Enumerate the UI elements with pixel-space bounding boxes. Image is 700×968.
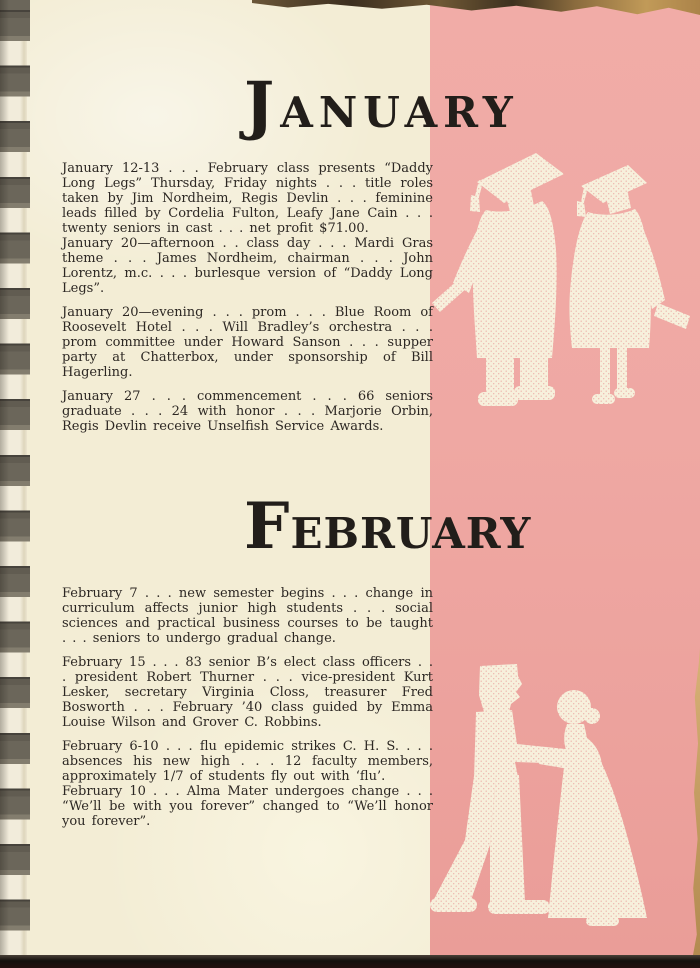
hair-bun (584, 708, 600, 724)
paragraph: January 12-13 . . . February class presents “Daddy Long Legs” Thursday, Friday nights . . . title roles taken by Jim Nordheim, Regis Devlin . . . feminine leads filled by Cordelia Fulton, Leafy Jane Cain . . . twenty seniors in cast . . . net profit $71.00. (62, 161, 433, 236)
diploma (432, 278, 468, 312)
boy-graduate-silhouette (432, 153, 564, 406)
paragraph: February 6-10 . . . flu epidemic strikes C. H. S. . . . absences his new high . . . 12 faculty members, approximately 1/7 of students fly out with ‘flu’. (62, 739, 433, 784)
shoe (592, 394, 615, 404)
shoe (430, 898, 477, 912)
head (479, 664, 522, 712)
february-heading: FEBRUARY (244, 489, 532, 564)
shoe (478, 392, 518, 406)
paragraph: January 20—afternoon . . class day . . . Mardi Gras theme . . . James Nordheim, chairman . . . John Lorentz, m.c. . . . burlesque version of “Daddy Long Legs”. (62, 236, 433, 296)
shoe (586, 916, 619, 926)
tassel (577, 187, 588, 217)
trouser-leg (433, 776, 496, 903)
paragraph: February 10 . . . Alma Mater undergoes change . . . “We’ll be with you forever” changed to “We’ll honor you forever”. (62, 784, 433, 829)
girl-walking-silhouette (538, 690, 647, 926)
trouser-leg (486, 356, 514, 396)
girl-graduate-silhouette (569, 165, 690, 404)
january-events-text (62, 161, 433, 443)
trouser-leg (520, 354, 548, 390)
january-heading: JANUARY (244, 68, 519, 143)
leg (617, 346, 627, 391)
paragraph: February 15 . . . 83 senior B’s elect class officers . . . president Robert Thurner . . . vice-president Kurt Lesker, secretary Virginia Closs, treasurer Fred Bosworth . . . February ’40 class guided by Emma Louise Wilson and Grover C. Robbins. (62, 655, 433, 730)
leg (600, 346, 610, 397)
shoe (488, 900, 550, 914)
shoe (614, 388, 635, 398)
graduates-silhouette-illustration (430, 140, 700, 430)
page-bottom-shadow (0, 955, 700, 968)
tassel (470, 180, 483, 212)
paragraph: January 27 . . . commencement . . . 66 seniors graduate . . . 24 with honor . . . Marjorie Orbin, Regis Devlin receive Unselfish Service Awards. (62, 389, 433, 434)
trouser-leg (490, 775, 525, 903)
shoe (514, 386, 555, 400)
diploma (654, 303, 690, 329)
torso-and-arm (474, 710, 575, 779)
paragraph: February 7 . . . new semester begins . . . change in curriculum affects junior high students . . . social sciences and practical business courses to be taught . . . seniors to undergo gradual change. (62, 586, 433, 646)
couple-silhouette-illustration (420, 640, 700, 968)
comb-binding (0, 0, 30, 968)
february-events-text (62, 586, 433, 838)
paragraph: January 20—evening . . . prom . . . Blue Room of Roosevelt Hotel . . . Will Bradley’s orchestra . . . prom committee under Howard Sanson . . . supper party at Chatterbox, under sponsorship of Bill Hagerling. (62, 305, 433, 380)
